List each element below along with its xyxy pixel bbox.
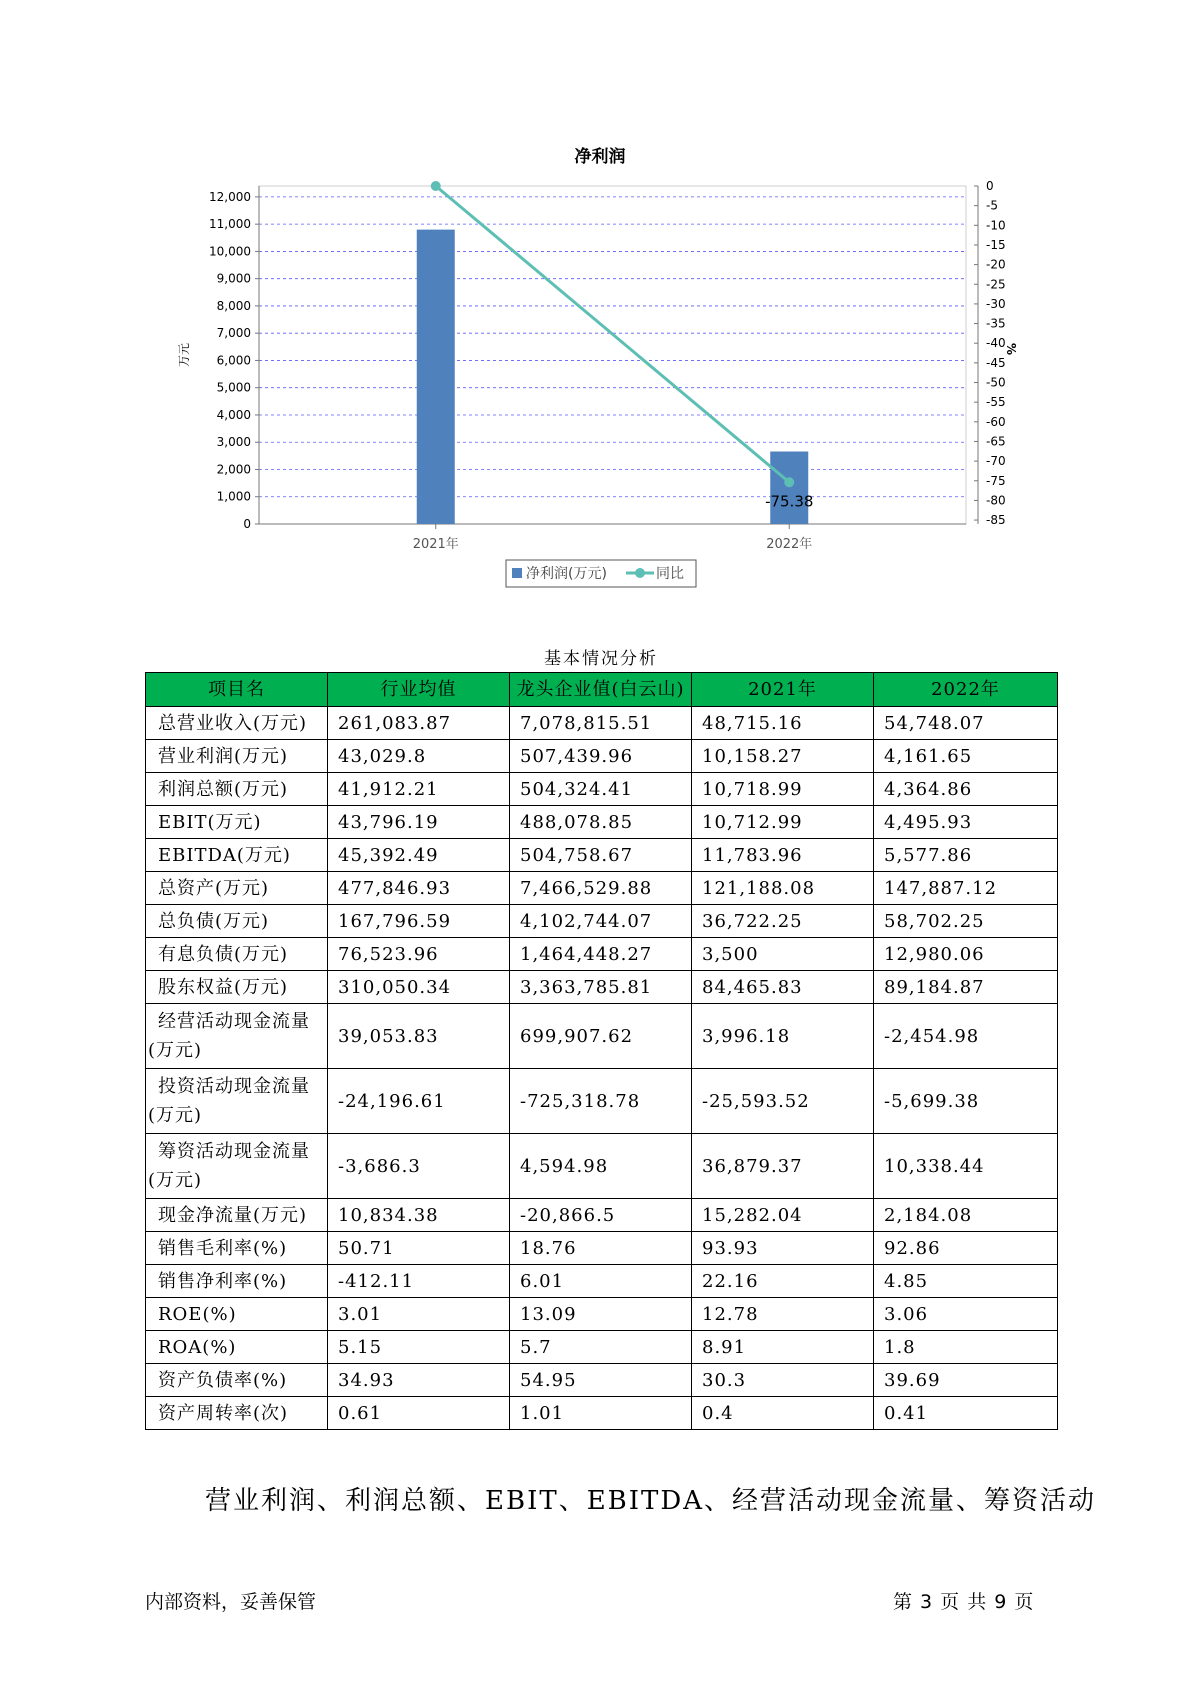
y-tick-label: 0 (243, 517, 251, 531)
row-value: 10,338.44 (874, 1134, 1058, 1199)
header-leader-value: 龙头企业值(白云山) (510, 673, 692, 707)
header-2021: 2021年 (692, 673, 874, 707)
y-tick-label: 7,000 (216, 326, 251, 341)
row-label: ROA(%) (146, 1331, 328, 1364)
row-value: 39,053.83 (328, 1004, 510, 1069)
row-value: -725,318.78 (510, 1069, 692, 1134)
row-label: 销售净利率(%) (146, 1265, 328, 1298)
chart-gridlines (259, 186, 966, 524)
row-value: 7,466,529.88 (510, 872, 692, 905)
row-value: -25,593.52 (692, 1069, 874, 1134)
body-paragraph: 营业利润、利润总额、EBIT、EBITDA、经营活动现金流量、筹资活动 (205, 1486, 1097, 1516)
plot-area-frame (259, 186, 966, 524)
table-row (146, 872, 1058, 905)
row-value: 43,029.8 (328, 740, 510, 773)
row-value: -5,699.38 (874, 1069, 1058, 1134)
chart-title: 净利润 (574, 147, 626, 167)
row-label (146, 1069, 328, 1134)
table-row (146, 806, 1058, 839)
net-profit-chart (0, 0, 1191, 620)
y-tick-label: 8,000 (216, 298, 251, 313)
row-label: 有息负债(万元) (146, 938, 328, 971)
row-value: 5.7 (510, 1331, 692, 1364)
y2-tick-label: -40 (986, 336, 1006, 351)
row-value: -412.11 (328, 1265, 510, 1298)
row-label-line1: 经营活动现金流量 (158, 1011, 310, 1032)
row-value: 36,722.25 (692, 905, 874, 938)
y-tick-label: 12,000 (209, 189, 251, 204)
table-row (146, 971, 1058, 1004)
row-value: 4,161.65 (874, 740, 1058, 773)
row-value: 1,464,448.27 (510, 938, 692, 971)
y-tick-label: 9,000 (216, 271, 251, 286)
table-row (146, 1331, 1058, 1364)
table-row (146, 740, 1058, 773)
header-industry-avg: 行业均值 (328, 673, 510, 707)
row-label-line2: (万元) (148, 1105, 203, 1126)
y2-tick-label: -80 (986, 493, 1006, 508)
row-value: 477,846.93 (328, 872, 510, 905)
row-value: 10,158.27 (692, 740, 874, 773)
row-value: 504,324.41 (510, 773, 692, 806)
row-value: 76,523.96 (328, 938, 510, 971)
row-value: 58,702.25 (874, 905, 1058, 938)
row-value: 11,783.96 (692, 839, 874, 872)
table-row (146, 1364, 1058, 1397)
y-tick-label: 2,000 (216, 462, 251, 477)
row-label: 资产负债率(%) (146, 1364, 328, 1397)
row-value: 13.09 (510, 1298, 692, 1331)
row-label: 利润总额(万元) (146, 773, 328, 806)
row-value: 15,282.04 (692, 1199, 874, 1232)
row-value: 36,879.37 (692, 1134, 874, 1199)
yoy-point (431, 181, 441, 191)
y2-tick-label: -35 (986, 316, 1006, 331)
y2-tick-label: -50 (986, 375, 1006, 390)
row-label: 销售毛利率(%) (146, 1232, 328, 1265)
row-label: EBITDA(万元) (146, 839, 328, 872)
y2-tick-label: -65 (986, 434, 1006, 449)
footer-confidential-note: 内部资料，妥善保管 (145, 1591, 317, 1613)
footer-page-number: 第 3 页 共 9 页 (893, 1591, 1034, 1613)
row-value: -3,686.3 (328, 1134, 510, 1199)
row-value: 43,796.19 (328, 806, 510, 839)
y-tick-label: 11,000 (209, 217, 251, 232)
row-value: 12.78 (692, 1298, 874, 1331)
chart-axes (209, 179, 1006, 552)
row-value: 4,594.98 (510, 1134, 692, 1199)
table-body (146, 707, 1058, 1430)
yoy-data-label: -75.38 (765, 492, 814, 511)
legend-item-bar: 净利润(万元) (526, 566, 607, 582)
y2-tick-label: -10 (986, 218, 1006, 233)
row-label-line2: (万元) (148, 1170, 203, 1191)
row-value: 3.06 (874, 1298, 1058, 1331)
row-label: 现金净流量(万元) (146, 1199, 328, 1232)
row-value: 504,758.67 (510, 839, 692, 872)
chart-line-series (431, 181, 814, 510)
table-row (146, 1069, 1058, 1134)
row-value: 6.01 (510, 1265, 692, 1298)
header-item-name: 项目名 (146, 673, 328, 707)
row-value: 121,188.08 (692, 872, 874, 905)
row-label (146, 1004, 328, 1069)
row-value: 89,184.87 (874, 971, 1058, 1004)
row-value: 18.76 (510, 1232, 692, 1265)
table-row (146, 1199, 1058, 1232)
bar-2022年 (770, 451, 808, 524)
table-row (146, 1134, 1058, 1199)
row-value: 22.16 (692, 1265, 874, 1298)
y2-tick-label: 0 (986, 179, 994, 193)
row-value: 48,715.16 (692, 707, 874, 740)
y-tick-label: 5,000 (216, 380, 251, 395)
row-value: 5,577.86 (874, 839, 1058, 872)
row-value: 84,465.83 (692, 971, 874, 1004)
row-value: -20,866.5 (510, 1199, 692, 1232)
row-label: 总负债(万元) (146, 905, 328, 938)
row-label-line2: (万元) (148, 1040, 203, 1061)
row-value: 7,078,815.51 (510, 707, 692, 740)
chart-bars (417, 230, 809, 524)
row-value: 488,078.85 (510, 806, 692, 839)
y-axis-label: 万元 (177, 342, 191, 368)
y2-tick-label: -5 (986, 198, 998, 213)
row-value: 3.01 (328, 1298, 510, 1331)
y2-tick-label: -15 (986, 237, 1006, 252)
y2-tick-label: -70 (986, 454, 1006, 469)
row-value: 10,712.99 (692, 806, 874, 839)
table-row (146, 938, 1058, 971)
row-value: 4,495.93 (874, 806, 1058, 839)
row-value: 4,102,744.07 (510, 905, 692, 938)
table-header-row (146, 673, 1058, 707)
y2-tick-label: -30 (986, 296, 1006, 311)
y-tick-label: 6,000 (216, 353, 251, 368)
legend-item-line: 同比 (656, 566, 684, 582)
row-value: 3,996.18 (692, 1004, 874, 1069)
row-value: 39.69 (874, 1364, 1058, 1397)
row-value: 5.15 (328, 1331, 510, 1364)
legend-bar-swatch (512, 568, 522, 578)
table-row (146, 773, 1058, 806)
row-label-line1: 筹资活动现金流量 (158, 1141, 310, 1162)
row-value: 310,050.34 (328, 971, 510, 1004)
legend-line-marker (635, 568, 645, 578)
table-caption: 基本情况分析 (544, 649, 658, 669)
x-tick-label: 2021年 (412, 537, 459, 552)
row-value: 12,980.06 (874, 938, 1058, 971)
basic-analysis-table (145, 672, 1058, 1430)
row-value: -2,454.98 (874, 1004, 1058, 1069)
row-value: 0.61 (328, 1397, 510, 1430)
row-label: ROE(%) (146, 1298, 328, 1331)
row-value: 92.86 (874, 1232, 1058, 1265)
yoy-point (784, 477, 794, 487)
row-value: 699,907.62 (510, 1004, 692, 1069)
row-value: 34.93 (328, 1364, 510, 1397)
row-value: 54.95 (510, 1364, 692, 1397)
y2-tick-label: -20 (986, 257, 1006, 272)
row-value: 261,083.87 (328, 707, 510, 740)
row-label: 股东权益(万元) (146, 971, 328, 1004)
table-row (146, 1232, 1058, 1265)
chart-legend (506, 560, 696, 587)
table-row (146, 1397, 1058, 1430)
row-value: 1.8 (874, 1331, 1058, 1364)
x-tick-label: 2022年 (766, 537, 813, 552)
table-row (146, 707, 1058, 740)
row-value: 50.71 (328, 1232, 510, 1265)
y2-tick-label: -25 (986, 277, 1006, 292)
table-row (146, 905, 1058, 938)
y2-tick-label: -55 (986, 395, 1006, 410)
header-2022: 2022年 (874, 673, 1058, 707)
row-label (146, 1134, 328, 1199)
row-label: 总营业收入(万元) (146, 707, 328, 740)
y-tick-label: 4,000 (216, 407, 251, 422)
row-value: 54,748.07 (874, 707, 1058, 740)
row-value: 4.85 (874, 1265, 1058, 1298)
y2-tick-label: -45 (986, 355, 1006, 370)
row-value: 4,364.86 (874, 773, 1058, 806)
row-value: 1.01 (510, 1397, 692, 1430)
table-row (146, 1298, 1058, 1331)
row-value: 8.91 (692, 1331, 874, 1364)
row-value: 3,500 (692, 938, 874, 971)
row-value: 147,887.12 (874, 872, 1058, 905)
row-value: 45,392.49 (328, 839, 510, 872)
bar-2021年 (417, 230, 455, 524)
row-label: 总资产(万元) (146, 872, 328, 905)
row-value: 3,363,785.81 (510, 971, 692, 1004)
row-value: 41,912.21 (328, 773, 510, 806)
table-row (146, 1004, 1058, 1069)
row-value: 2,184.08 (874, 1199, 1058, 1232)
row-label-line1: 投资活动现金流量 (158, 1076, 310, 1097)
y-tick-label: 1,000 (216, 489, 251, 504)
table-row (146, 839, 1058, 872)
y2-axis-label: % (1004, 342, 1018, 356)
y2-tick-label: -75 (986, 473, 1006, 488)
y2-tick-label: -60 (986, 414, 1006, 429)
row-value: 10,834.38 (328, 1199, 510, 1232)
row-value: 30.3 (692, 1364, 874, 1397)
row-value: 507,439.96 (510, 740, 692, 773)
row-value: 10,718.99 (692, 773, 874, 806)
y2-tick-label: -85 (986, 513, 1006, 528)
row-value: 0.41 (874, 1397, 1058, 1430)
y-tick-label: 10,000 (209, 244, 251, 259)
row-value: 167,796.59 (328, 905, 510, 938)
table-row (146, 1265, 1058, 1298)
row-value: -24,196.61 (328, 1069, 510, 1134)
row-label: 资产周转率(次) (146, 1397, 328, 1430)
row-label: EBIT(万元) (146, 806, 328, 839)
row-label: 营业利润(万元) (146, 740, 328, 773)
row-value: 0.4 (692, 1397, 874, 1430)
yoy-line (436, 186, 790, 482)
y-tick-label: 3,000 (216, 435, 251, 450)
row-value: 93.93 (692, 1232, 874, 1265)
